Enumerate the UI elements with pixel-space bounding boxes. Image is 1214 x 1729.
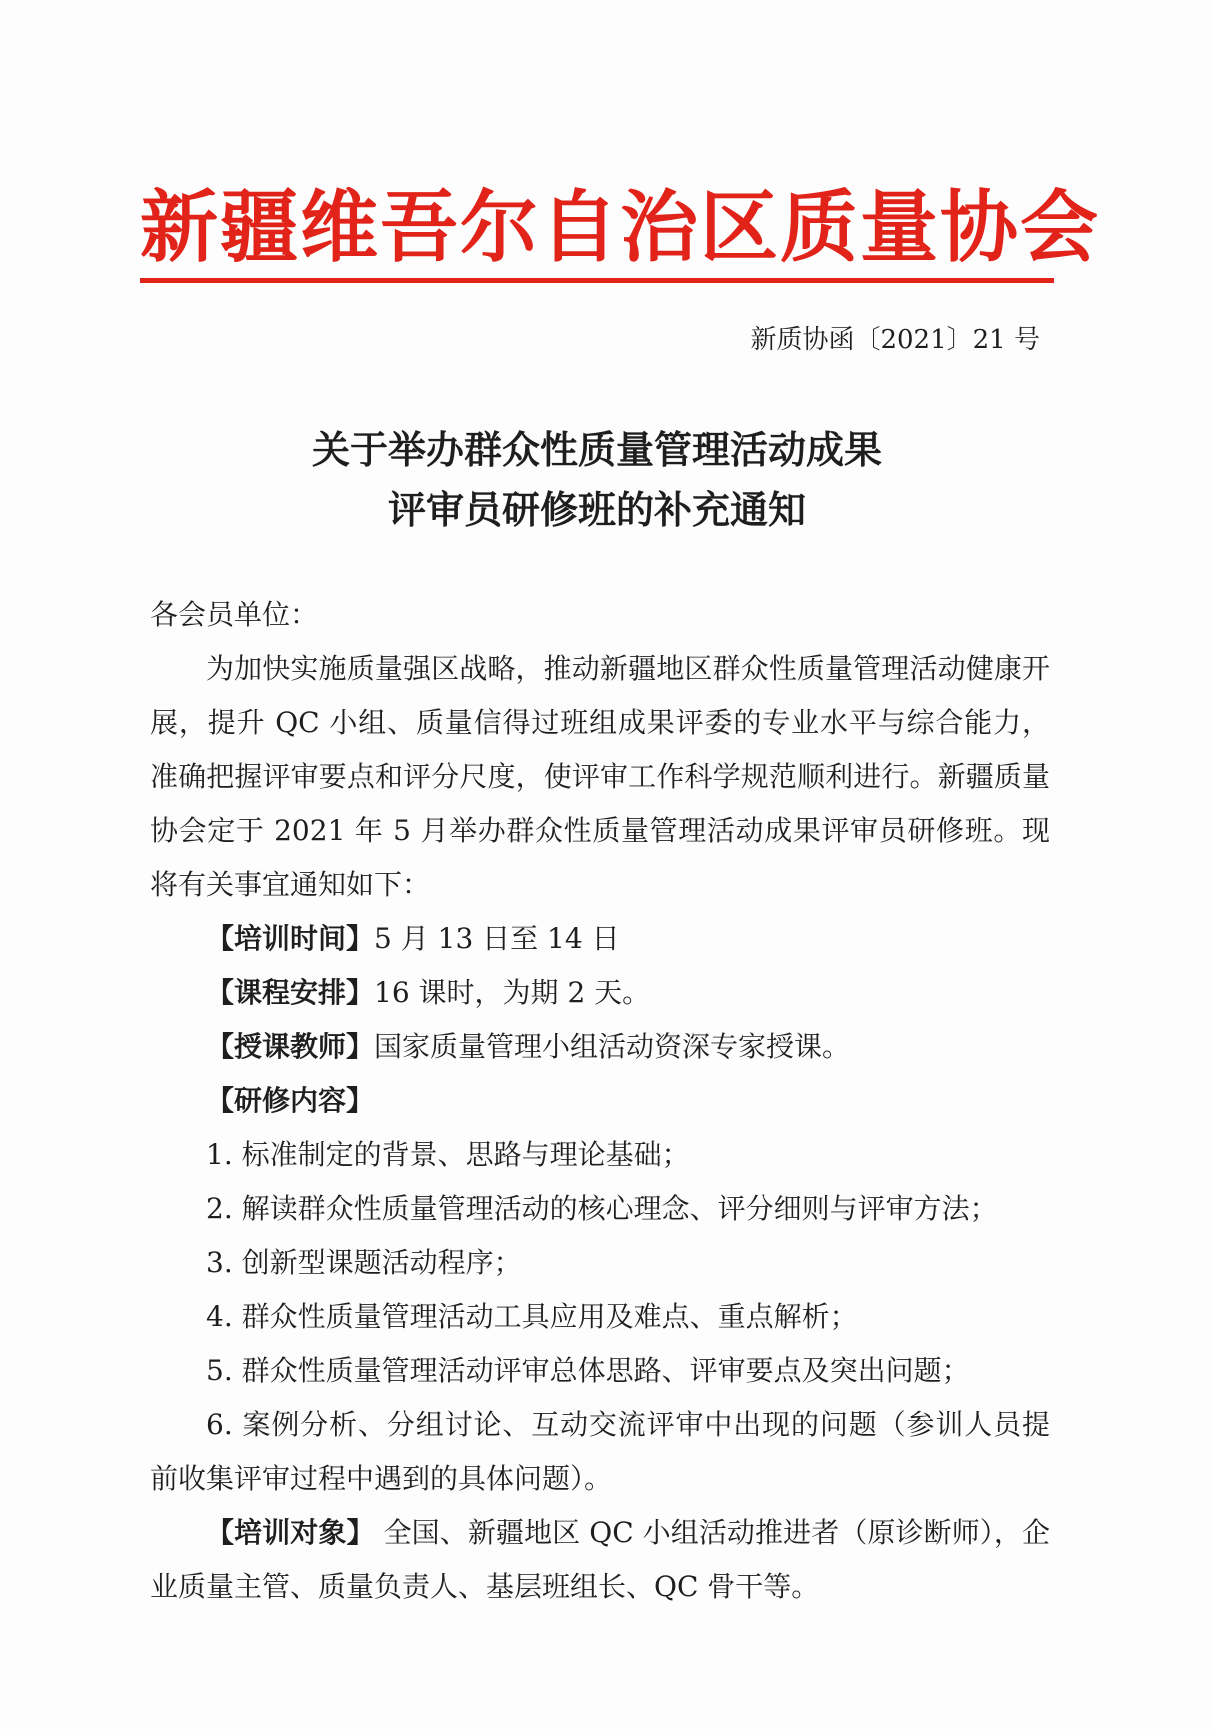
title-line-1: 关于举办群众性质量管理活动成果 [311, 427, 882, 472]
salutation: 各会员单位： [150, 598, 319, 631]
teacher-value: 国家质量管理小组活动资深专家授课。 [374, 1030, 851, 1063]
content-label: 【研修内容】 [206, 1084, 375, 1117]
content-item-2: 2. 解读群众性质量管理活动的核心理念、评分细则与评审方法； [206, 1192, 998, 1225]
teacher-line [150, 1020, 1050, 1074]
course-label: 【课程安排】 [206, 976, 375, 1009]
content-item-1: 1. 标准制定的背景、思路与理论基础； [206, 1138, 690, 1171]
title-line-2: 评审员研修班的补充通知 [387, 487, 806, 532]
document-body [150, 588, 1050, 1614]
content-item-6: 6. 案例分析、分组讨论、互动交流评审中出现的问题（参训人员提前收集评审过程中遇到的具体问题）。 [150, 1408, 1050, 1495]
content-item-3: 3. 创新型课题活动程序； [206, 1246, 522, 1279]
content-item-4: 4. 群众性质量管理活动工具应用及难点、重点解析； [206, 1300, 858, 1333]
document-title [140, 420, 1054, 540]
red-divider-line [140, 278, 1054, 283]
training-time-line [150, 912, 1050, 966]
target-label: 【培训对象】 [206, 1516, 375, 1549]
organization-header: 新疆维吾尔自治区质量协会 [140, 183, 1101, 273]
content-heading [150, 1074, 1050, 1128]
course-line [150, 966, 1050, 1020]
target-value: 全国、新疆地区 QC 小组活动推进者（原诊断师），企业质量主管、质量负责人、基层班组长、QC 骨干等。 [150, 1516, 1050, 1603]
training-time-label: 【培训时间】 [206, 922, 375, 955]
course-value: 16 课时，为期 2 天。 [374, 976, 651, 1009]
teacher-label: 【授课教师】 [206, 1030, 375, 1063]
content-item-5: 5. 群众性质量管理活动评审总体思路、评审要点及突出问题； [206, 1354, 970, 1387]
training-time-value: 5 月 13 日至 14 日 [374, 922, 620, 955]
intro-paragraph: 为加快实施质量强区战略，推动新疆地区群众性质量管理活动健康开展，提升 QC 小组、质量信得过班组成果评委的专业水平与综合能力，准确把握评审要点和评分尺度，使评审工作科学规范顺利进行。新疆质量协会定于 2021 年 5 月举办群众性质量管理活动成果评审员研修班。现将有关事宜通知如下： [150, 652, 1050, 901]
target-line [150, 1506, 1050, 1614]
document-number: 新质协函〔2021〕21 号 [750, 325, 1040, 355]
